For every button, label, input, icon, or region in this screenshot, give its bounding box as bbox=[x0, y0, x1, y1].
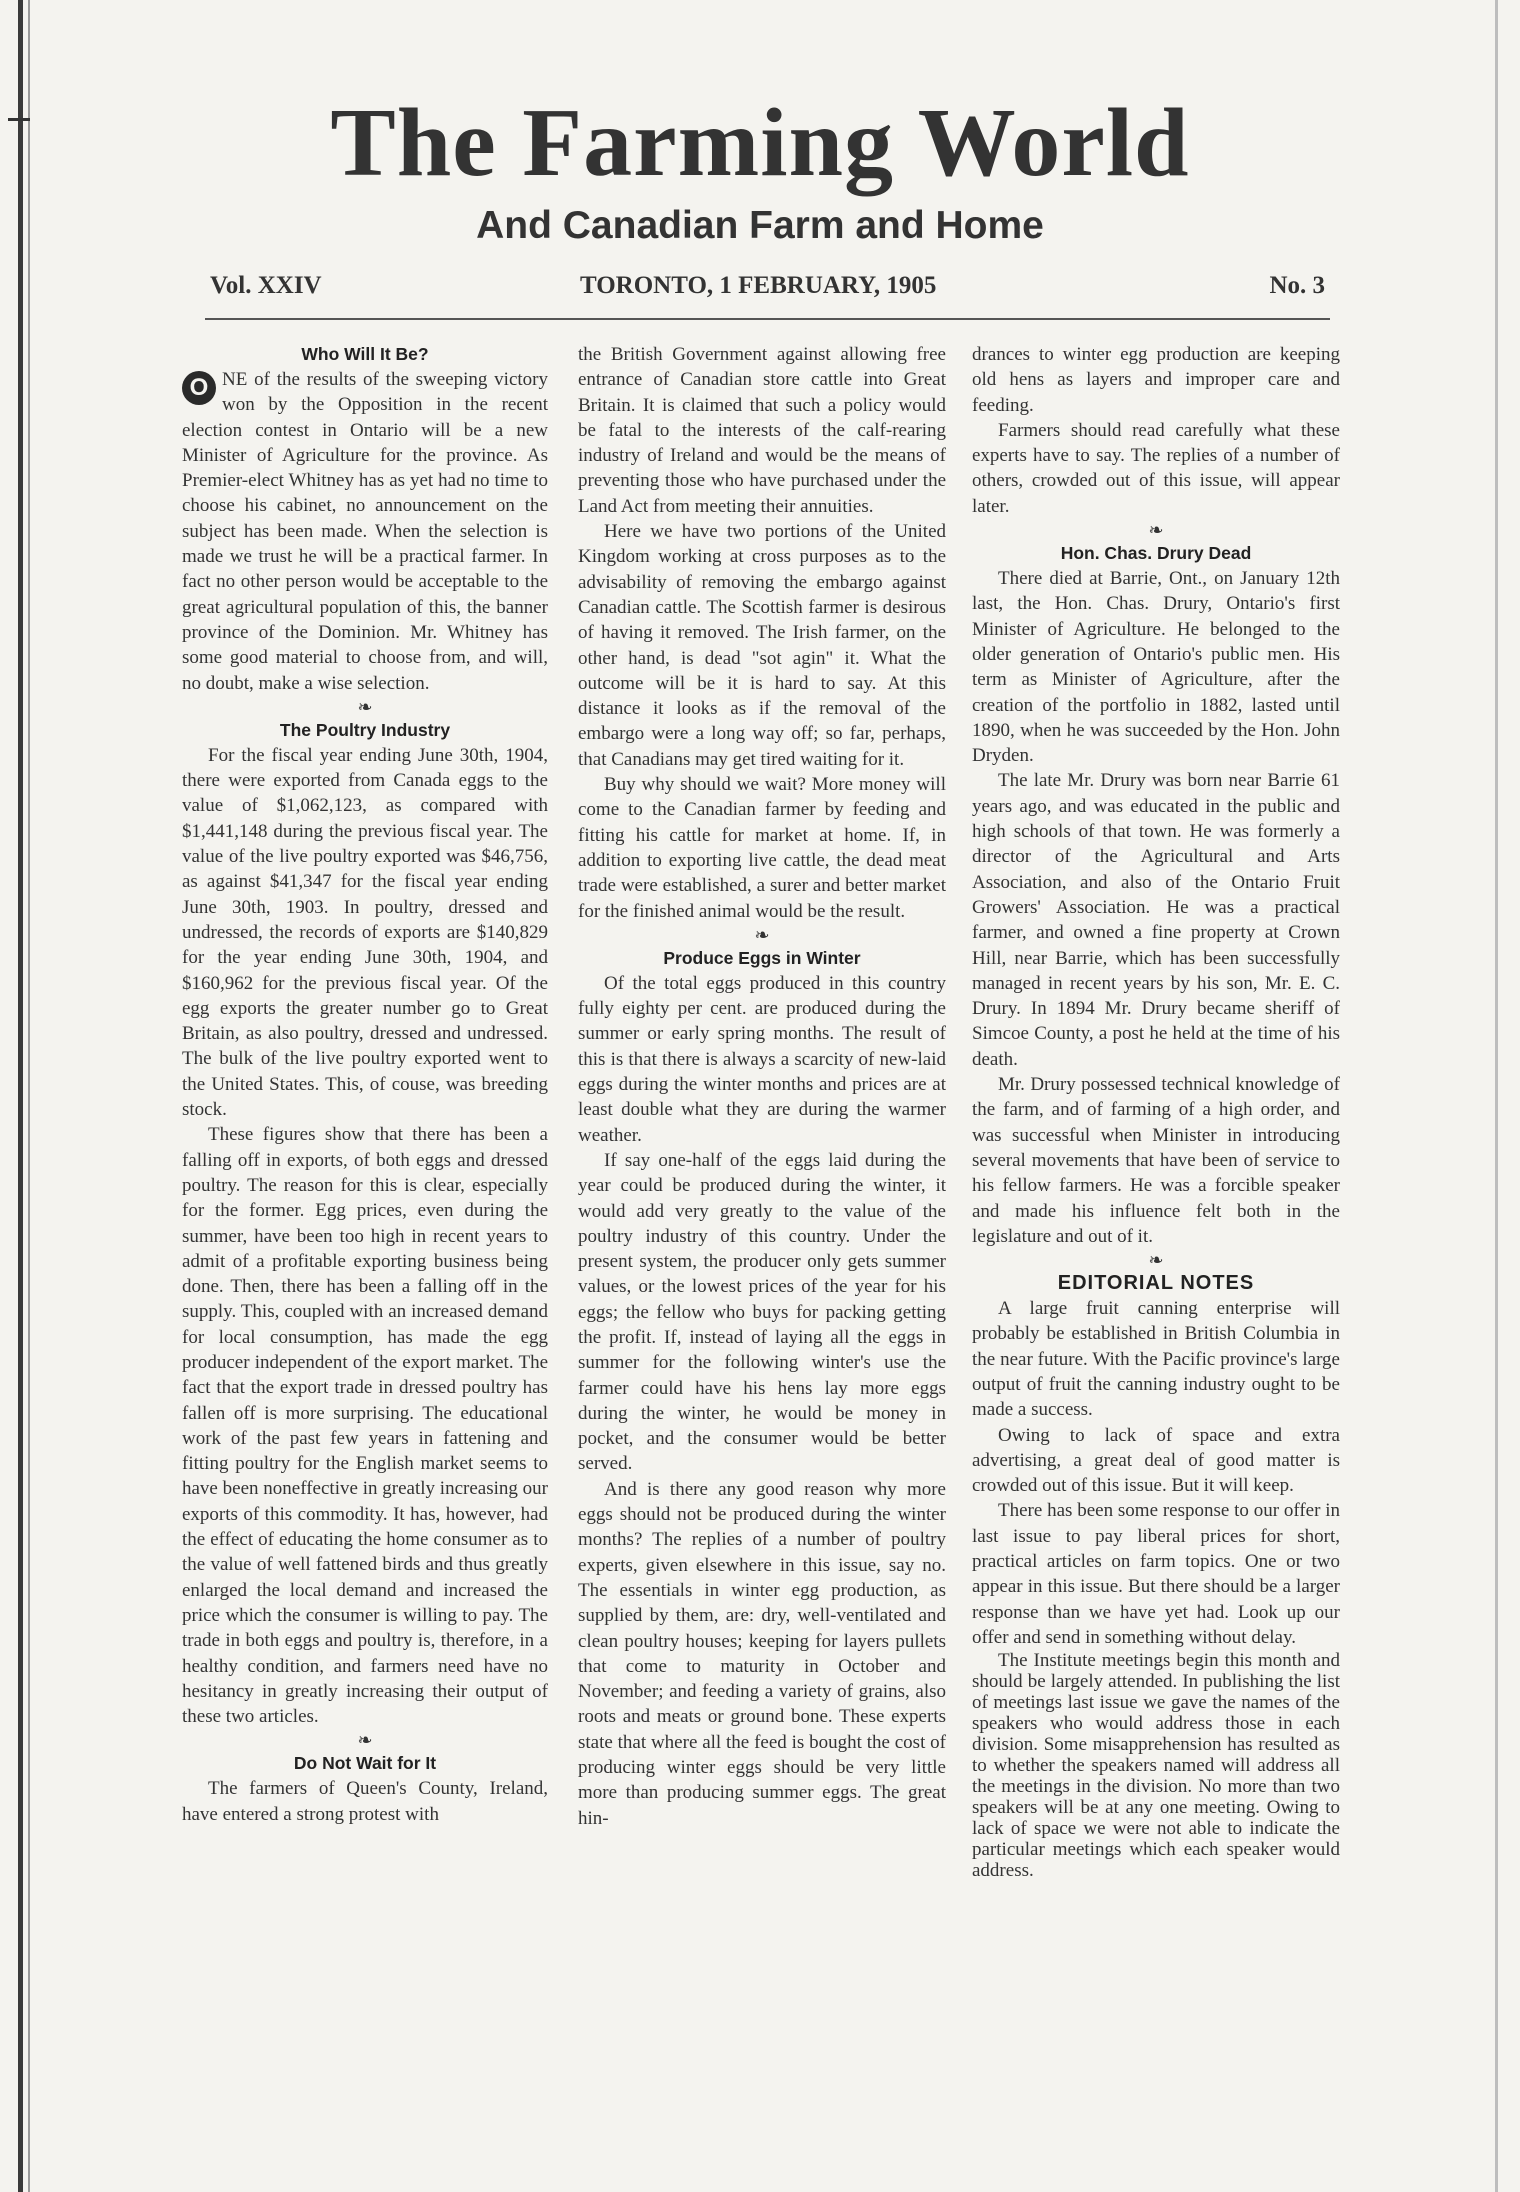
heading-produce-eggs: Produce Eggs in Winter bbox=[663, 947, 861, 968]
ornament-icon: ❧ bbox=[357, 696, 373, 717]
header-rule bbox=[205, 318, 1330, 320]
heading-do-not-wait: Do Not Wait for It bbox=[293, 1753, 437, 1774]
article-paragraph: If say one-half of the eggs laid during the year could be produced during the winter, it would add very greatly to the value of the poultry industry of this country. Under the present system, the producer only gets summer values, or the lowest prices of the year for his eggs; the fellow who buys for packing getting the profit. If, instead of laying all the eggs in summer for the following winter's use the farmer could have his hens lay more eggs during the winter, he would be money in pocket, and the consumer would be better served. bbox=[578, 1149, 946, 1475]
heading-who-will-it-be: Who Will It Be? bbox=[301, 344, 429, 364]
volume-label: Vol. XXIV bbox=[210, 272, 322, 299]
column-2 bbox=[578, 342, 946, 1831]
heading-poultry-industry: The Poultry Industry bbox=[279, 719, 451, 740]
article-paragraph: For the fiscal year ending June 30th, 1904, there were exported from Canada eggs to the value of $1,062,123, as compared with $1,441,148 during the previous fiscal year. The value of the live poultry exported was $46,756, as against $41,347 for the fiscal year ending June 30th, 1903. In poultry, dressed and undressed, the records of exports are $140,829 for the year ending June 30th, 1904, and $160,962 for the previous fiscal year. Of the egg exports the greater number go to Great Britain, as also poultry, dressed and undressed. The bulk of the live poultry exported went to the United States. This, of couse, was breeding stock. bbox=[182, 744, 548, 1121]
article-paragraph: The Institute meetings begin this month and should be largely attended. In publishing the list of meetings last issue we gave the names of the speakers who would address those in each division. Some misapprehension has resulted as to whether the speakers named will address all the meetings in the division. No more than two speakers will be at any one meeting. Owing to lack of space we were not able to indicate the particular meetings which each speaker would address. bbox=[972, 1650, 1340, 1882]
page-right-edge bbox=[1495, 0, 1498, 2192]
article-paragraph: The late Mr. Drury was born near Barrie 61 years ago, and was educated in the public and high schools of that town. He was formerly a director of the Agricultural and Arts Association, and also of the Ontario Fruit Growers' Association. He was a practical farmer, and owned a fine property at Crown Hill, near Barrie, which has been successfully managed in recent years by his son, Mr. E. C. Drury. In 1894 Mr. Drury became sheriff of Simcoe County, a post he held at the time of his death. bbox=[972, 770, 1340, 1070]
article-paragraph: And is there any good reason why more eggs should not be produced during the winter months? The replies of a number of poultry experts, given elsewhere in this issue, say no. The essentials in winter egg production, as supplied by them, are: dry, well-ventilated and clean poultry houses; keeping for layers pullets that come to maturity in October and November; and feeding a variety of grains, also roots and meats or ground bone. These experts state that where all the feed is bought the cost of producing winter eggs should be very little more than producing summer eggs. The great hin- bbox=[578, 1478, 946, 1829]
ornament-icon: ❧ bbox=[1148, 1250, 1164, 1271]
ornament-icon: ❧ bbox=[1148, 520, 1164, 541]
drop-cap: O bbox=[182, 371, 216, 405]
page-binding-shadow bbox=[28, 0, 30, 2192]
page-binding-edge bbox=[18, 0, 23, 2192]
article-paragraph: Mr. Drury possessed technical knowledge of the farm, and of farming of a high order, and was successful when Minister in introducing several movements that have been of service to his fellow farmers. He was a forcible speaker and made his influence felt both in the legislature and out of it. bbox=[972, 1074, 1340, 1247]
heading-editorial-notes: EDITORIAL NOTES bbox=[1057, 1272, 1255, 1295]
article-paragraph: Of the total eggs produced in this country fully eighty per cent. are produced during the summer or early spring months. The result of this is that there is always a scarcity of new-laid eggs during the winter months and prices are at least double what they are during the warmer weather. bbox=[578, 972, 946, 1146]
column-1 bbox=[182, 342, 548, 1827]
article-paragraph: Farmers should read carefully what these experts have to say. The replies of a number of others, crowded out of this issue, will appear later. bbox=[972, 419, 1340, 517]
ornament-icon: ❧ bbox=[357, 1730, 373, 1751]
article-paragraph: Owing to lack of space and extra advertising, a great deal of good matter is crowded out of this issue. But it will keep. bbox=[972, 1424, 1340, 1497]
masthead bbox=[0, 88, 1520, 250]
article-paragraph: Buy why should we wait? More money will come to the Canadian farmer by feeding and fitting his cattle for market at home. If, in addition to exporting live cattle, the dead meat trade were established, a surer and better market for the finished animal would be the result. bbox=[578, 774, 946, 922]
newspaper-title: The Farming World bbox=[330, 89, 1190, 197]
heading-drury-dead: Hon. Chas. Drury Dead bbox=[1060, 543, 1252, 564]
article-paragraph: O NE of the results of the sweeping victory won by the Opposition in the recent election contest in Ontario will be a new Minister of Agriculture for the province. As Premier-elect Whitney has as yet had no time to choose his cabinet, no announcement on the subject has been made. When the selection is made we trust he will be a practical farmer. In fact no other person would be acceptable to the great agricultural population of this, the banner province of the Dominion. Mr. Whitney has some good material to choose from, and will, no doubt, make a wise selection. bbox=[182, 369, 548, 694]
column-3 bbox=[972, 342, 1340, 1881]
article-paragraph: These figures show that there has been a falling off in exports, of both eggs and dressed poultry. The reason for this is clear, especially for the former. Egg prices, even during the summer, have been too high in recent years to admit of a profitable exporting business being done. Then, there has been a falling off in the supply. This, coupled with an increased demand for local consumption, has made the egg producer independent of the export market. The fact that the export trade in dressed poultry has fallen off is more surprising. The educational work of the past few years in fattening and fitting poultry for the English market seems to have been noneffective in greatly increasing our exports of this commodity. It has, however, had the effect of educating the home consumer as to the value of well fattened birds and thus greatly enlarged the local demand and increased the price which the consumer is willing to pay. The trade in both eggs and poultry is, therefore, in a healthy condition, and farmers need have no hesitancy in greatly increasing their output of these two articles. bbox=[182, 1124, 548, 1728]
newspaper-subtitle: And Canadian Farm and Home bbox=[476, 204, 1044, 247]
issue-number: No. 3 bbox=[1269, 272, 1325, 299]
ornament-icon: ❧ bbox=[754, 924, 770, 945]
article-paragraph: the British Government against allowing free entrance of Canadian store cattle into Great Britain. It is claimed that such a policy would be fatal to the interests of the calf-rearing industry of Ireland and would be the means of preventing those who have purchased under the Land Act from meeting their annuities. bbox=[578, 344, 946, 517]
article-paragraph: drances to winter egg production are keeping old hens as layers and improper care and feeding. bbox=[972, 344, 1340, 416]
article-paragraph: There has been some response to our offer in last issue to pay liberal prices for short, practical articles on farm topics. One or two appear in this issue. But there should be a larger response than we have yet had. Look up our offer and send in something without delay. bbox=[972, 1500, 1340, 1648]
article-paragraph: Here we have two portions of the United Kingdom working at cross purposes as to the advisability of removing the embargo against Canadian cattle. The Scottish farmer is desirous of having it removed. The Irish farmer, on the other hand, is dead "sot agin" it. What the outcome will be it is hard to say. At this distance it looks as if the removal of the embargo were a long way off; so far, perhaps, that Canadians may get tired waiting for it. bbox=[578, 521, 946, 770]
article-paragraph: There died at Barrie, Ont., on January 12th last, the Hon. Chas. Drury, Ontario's first Minister of Agriculture. He belonged to the older generation of Ontario's public men. His term as Minister of Agriculture, after the creation of the portfolio in 1882, lasted until 1890, when he was succeeded by the Hon. John Dryden. bbox=[972, 568, 1340, 767]
article-paragraph: The farmers of Queen's County, Ireland, have entered a strong protest with bbox=[182, 1778, 548, 1825]
dateline: TORONTO, 1 FEBRUARY, 1905 bbox=[580, 272, 937, 299]
article-paragraph: A large fruit canning enterprise will probably be established in British Columbia in the near future. With the Pacific province's large output of fruit the canning industry ought to be made a success. bbox=[972, 1298, 1340, 1421]
